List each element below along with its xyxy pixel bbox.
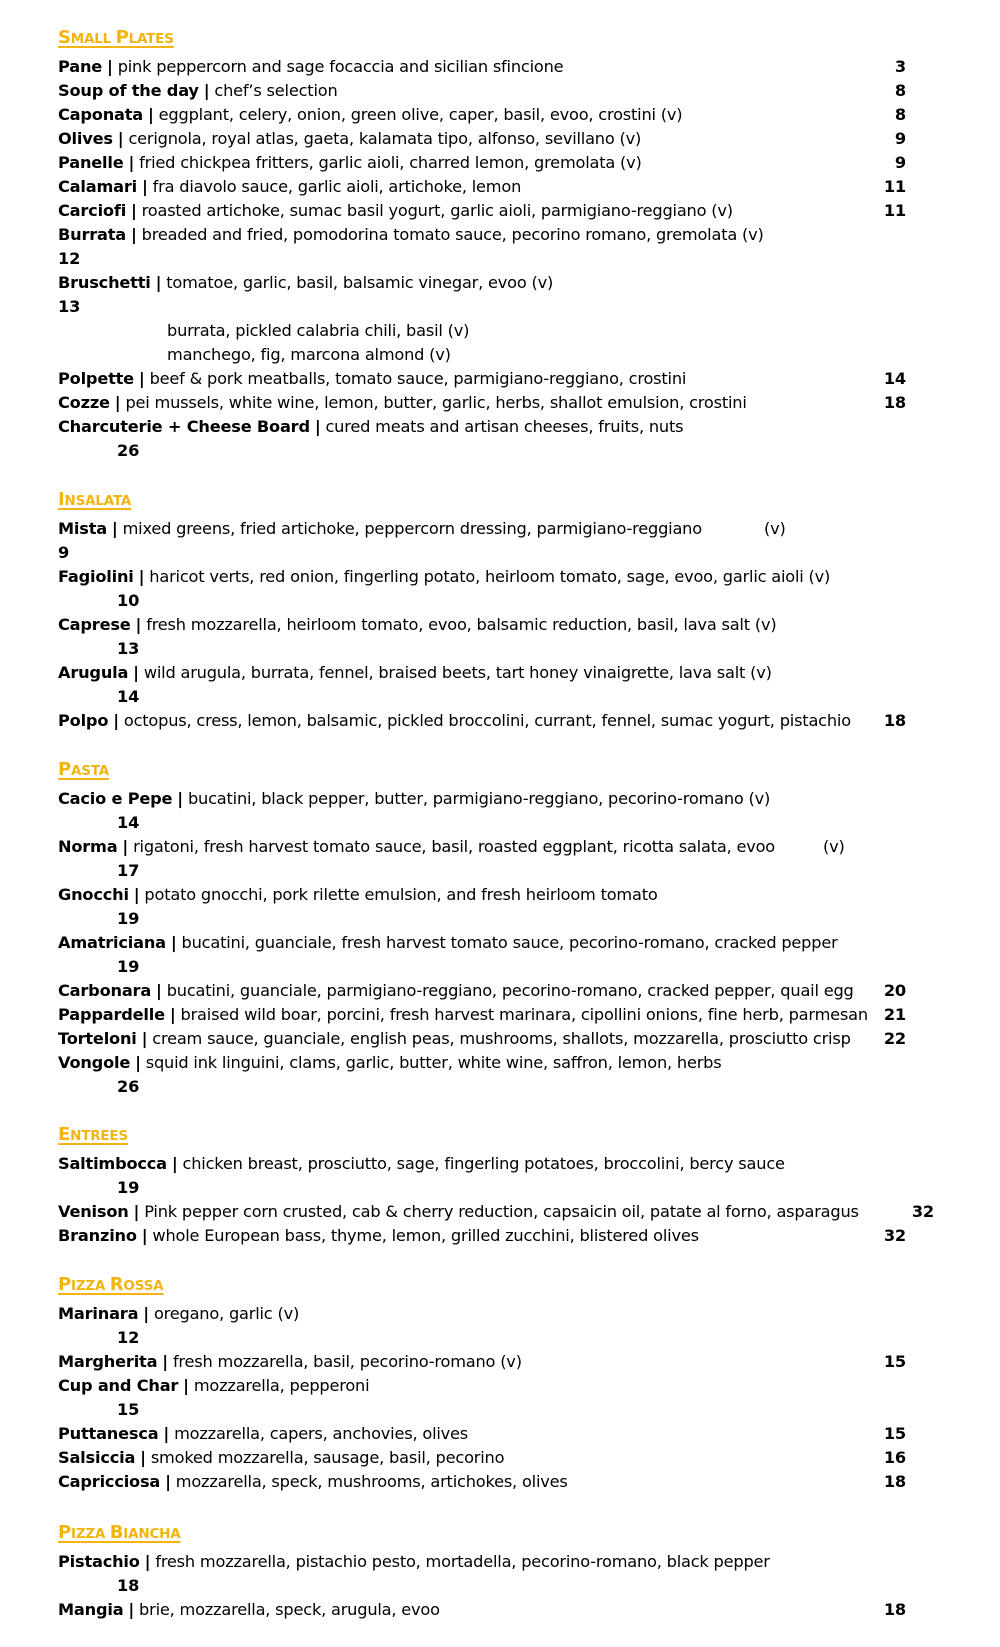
separator: | [162,1352,168,1371]
item-price: 21 [883,1005,906,1024]
section-heading [58,1521,181,1546]
item-description: bucatini, black pepper, butter, parmigiano-reggiano, pecorino-romano (v) [187,789,771,808]
item-price: 11 [883,201,906,220]
item-price: 12 [117,1328,140,1347]
item-name: Panelle [58,153,124,172]
heading-part: OSSA [123,1278,164,1294]
heading-part: NSALATA [64,493,132,509]
heading-part: B [109,1522,124,1543]
item-description: chef’s selection [214,81,338,100]
separator: | [107,57,113,76]
separator: | [314,417,321,436]
separator: | [155,273,162,292]
menu-item [58,1350,522,1374]
item-price: 9 [58,543,70,562]
separator: | [111,519,118,538]
item-name: Fagiolini [58,567,134,586]
separator: | [135,1053,141,1072]
menu-item [58,835,775,859]
separator: | [156,981,162,1000]
separator: | [128,1600,135,1619]
heading-part: IZZA [71,1526,110,1542]
item-description: bucatini, guanciale, fresh harvest tomato sauce, pecorino-romano, cracked pepper [181,933,838,952]
item-description: chicken breast, prosciutto, sage, fingerling potatoes, broccolini, bercy sauce [182,1154,785,1173]
item-price: 18 [883,1472,906,1491]
separator: | [177,789,183,808]
item-description: mozzarella, capers, anchovies, olives [174,1424,469,1443]
item-name: Bruschetti [58,273,151,292]
separator: | [113,711,119,730]
menu-item [58,565,830,589]
separator: | [130,225,137,244]
item-description: tomatoe, garlic, basil, balsamic vinegar, evoo (v) [166,273,554,292]
separator: | [138,567,145,586]
item-price: 16 [883,1448,906,1467]
heading-part: R [109,1274,124,1295]
item-name: Cacio e Pepe [58,789,173,808]
item-name: Arugula [58,663,129,682]
item-name: Caprese [58,615,131,634]
item-description: oregano, garlic (v) [153,1304,300,1323]
item-name: Pane [58,57,103,76]
item-price: 12 [58,249,81,268]
item-name: Burrata [58,225,127,244]
menu-item [58,613,776,637]
item-name: Cup and Char [58,1376,179,1395]
menu-item [58,517,702,541]
menu-item [58,1598,440,1622]
item-price: 18 [883,393,906,412]
item-price: 14 [117,687,140,706]
vegetarian-tag: (v) [823,837,845,856]
item-description: fresh mozzarella, heirloom tomato, evoo, balsamic reduction, basil, lava salt (v) [146,615,777,634]
item-description: cured meats and artisan cheeses, fruits, nuts [325,417,684,436]
item-price: 32 [911,1202,934,1221]
item-name: Norma [58,837,118,856]
item-price: 18 [883,1600,906,1619]
menu-item [58,415,683,439]
item-name: Calamari [58,177,137,196]
item-name: Capricciosa [58,1472,161,1491]
heading-part: I [58,489,65,510]
separator: | [163,1424,170,1443]
item-price: 17 [117,861,140,880]
item-price: 15 [117,1400,140,1419]
heading-part: NTREES [70,1128,128,1144]
menu-item [58,1051,722,1075]
menu-item [58,709,851,733]
menu-item [58,127,641,151]
item-price: 9 [894,153,906,172]
menu-item [58,391,747,415]
separator: | [133,885,140,904]
item-description: roasted artichoke, sumac basil yogurt, garlic aioli, parmigiano-reggiano (v) [141,201,733,220]
item-price: 3 [894,57,906,76]
item-description: haricot verts, red onion, fingerling potato, heirloom tomato, sage, evoo, garlic aioli (v) [149,567,831,586]
menu-item [58,367,686,391]
item-name: Polpette [58,369,134,388]
heading-part: P [58,1274,71,1295]
item-description: cerignola, royal atlas, gaeta, kalamata tipo, alfonso, sevillano (v) [128,129,642,148]
item-description: beef & pork meatballs, tomato sauce, parmigiano-reggiano, crostini [149,369,687,388]
menu-item [58,1302,299,1326]
heading-part: P [58,759,71,780]
bruschetti-variant: manchego, fig, marcona almond (v) [167,345,451,364]
item-description: pei mussels, white wine, lemon, butter, garlic, herbs, shallot emulsion, crostini [125,393,747,412]
separator: | [135,615,142,634]
item-name: Mista [58,519,107,538]
separator: | [133,663,139,682]
item-description: smoked mozzarella, sausage, basil, pecorino [150,1448,505,1467]
item-name: Charcuterie + Cheese Board [58,417,310,436]
separator: | [114,393,121,412]
item-name: Gnocchi [58,885,129,904]
item-description: octopus, cress, lemon, balsamic, pickled broccolini, currant, fennel, sumac yogurt, pistachio [123,711,851,730]
separator: | [138,369,145,388]
item-price: 20 [883,981,906,1000]
item-description: breaded and fried, pomodorina tomato sauce, pecorino romano, gremolata (v) [141,225,764,244]
item-price: 11 [883,177,906,196]
separator: | [183,1376,189,1395]
item-name: Amatriciana [58,933,166,952]
separator: | [133,1202,140,1221]
separator: | [140,1448,146,1467]
separator: | [141,177,148,196]
item-price: 13 [117,639,140,658]
menu-item [58,661,772,685]
section-heading [58,1123,128,1148]
separator: | [165,1472,171,1491]
item-price: 19 [117,1178,140,1197]
item-description: eggplant, celery, onion, green olive, caper, basil, evoo, crostini (v) [158,105,683,124]
item-description: fresh mozzarella, basil, pecorino-romano (v) [172,1352,522,1371]
item-name: Cozze [58,393,110,412]
item-price: 13 [58,297,81,316]
heading-part: ASTA [71,763,109,779]
item-description: pink peppercorn and sage focaccia and sicilian sfincione [117,57,564,76]
heading-part: IANCHA [123,1526,181,1542]
menu-item [58,223,764,247]
menu-item [58,1224,699,1248]
menu-item [58,151,642,175]
item-name: Carbonara [58,981,152,1000]
separator: | [144,1552,151,1571]
item-price: 14 [883,369,906,388]
item-name: Salsiccia [58,1448,136,1467]
menu-item [58,79,338,103]
heading-part: S [58,27,71,48]
item-name: Marinara [58,1304,139,1323]
menu-item [58,1027,851,1051]
menu-item [58,1152,785,1176]
separator: | [203,81,210,100]
separator: | [128,153,135,172]
item-price: 19 [117,957,140,976]
item-name: Pistachio [58,1552,140,1571]
item-description: squid ink linguini, clams, garlic, butter, white wine, saffron, lemon, herbs [145,1053,722,1072]
item-name: Venison [58,1202,129,1221]
heading-part: E [58,1124,71,1145]
item-price: 26 [117,1077,140,1096]
item-price: 10 [117,591,140,610]
item-price: 18 [883,711,906,730]
item-price: 15 [883,1352,906,1371]
menu-item [58,271,553,295]
menu-item [58,883,658,907]
heading-part: P [58,1522,71,1543]
separator: | [171,1154,178,1173]
item-name: Saltimbocca [58,1154,167,1173]
item-name: Torteloni [58,1029,137,1048]
item-name: Puttanesca [58,1424,159,1443]
heading-part: IZZA [71,1278,110,1294]
heading-part: MALL [70,31,116,47]
item-name: Soup of the day [58,81,199,100]
menu-item [58,1470,568,1494]
section-heading [58,758,109,783]
menu-item [58,1003,868,1027]
item-name: Margherita [58,1352,158,1371]
item-description: rigatoni, fresh harvest tomato sauce, basil, roasted eggplant, ricotta salata, evoo [133,837,776,856]
item-description: bucatini, guanciale, parmigiano-reggiano, pecorino-romano, cracked pepper, quail egg [166,981,854,1000]
menu-item [58,199,733,223]
separator: | [131,201,137,220]
bruschetti-variant: burrata, pickled calabria chili, basil (v) [167,321,470,340]
separator: | [143,1304,149,1323]
section-heading [58,26,174,51]
item-name: Vongole [58,1053,131,1072]
section-heading [58,488,131,513]
separator: | [147,105,154,124]
menu-item [58,1200,859,1224]
menu-item [58,103,682,127]
item-description: mozzarella, speck, mushrooms, artichokes, olives [175,1472,568,1491]
menu-item [58,979,854,1003]
section-heading [58,1273,163,1298]
item-price: 19 [117,909,140,928]
menu-item [58,1422,468,1446]
item-price: 26 [117,441,140,460]
item-name: Polpo [58,711,109,730]
item-price: 8 [894,81,906,100]
item-price: 15 [883,1424,906,1443]
menu-item [58,787,770,811]
item-price: 14 [117,813,140,832]
item-description: mixed greens, fried artichoke, peppercorn dressing, parmigiano-reggiano [122,519,702,538]
item-description: whole European bass, thyme, lemon, grilled zucchini, blistered olives [152,1226,699,1245]
item-description: braised wild boar, porcini, fresh harvest marinara, cipollini onions, fine herb, parmesan [180,1005,868,1024]
item-name: Branzino [58,1226,137,1245]
separator: | [169,1005,176,1024]
item-description: cream sauce, guanciale, english peas, mushrooms, shallots, mozzarella, prosciutto crisp [152,1029,851,1048]
item-price: 22 [883,1029,906,1048]
item-description: fried chickpea fritters, garlic aioli, charred lemon, gremolata (v) [139,153,642,172]
item-description: brie, mozzarella, speck, arugula, evoo [139,1600,440,1619]
separator: | [170,933,177,952]
menu-item [58,931,838,955]
item-name: Olives [58,129,113,148]
item-name: Caponata [58,105,144,124]
menu-item [58,175,521,199]
item-price: 8 [894,105,906,124]
item-description: mozzarella, pepperoni [193,1376,370,1395]
item-description: Pink pepper corn crusted, cab & cherry reduction, capsaicin oil, patate al forno, asparagus [144,1202,859,1221]
heading-part: P [115,27,129,48]
menu-item [58,1550,770,1574]
menu-item [58,1374,369,1398]
separator: | [141,1029,148,1048]
menu-item [58,1446,504,1470]
item-price: 18 [117,1576,140,1595]
menu-item [58,55,563,79]
item-description: fresh mozzarella, pistachio pesto, mortadella, pecorino-romano, black pepper [155,1552,770,1571]
item-description: wild arugula, burrata, fennel, braised beets, tart honey vinaigrette, lava salt (v) [143,663,772,682]
separator: | [141,1226,148,1245]
vegetarian-tag: (v) [764,519,786,538]
item-description: fra diavolo sauce, garlic aioli, artichoke, lemon [152,177,522,196]
heading-part: LATES [128,31,174,47]
separator: | [122,837,129,856]
item-name: Mangia [58,1600,124,1619]
item-description: potato gnocchi, pork rilette emulsion, and fresh heirloom tomato [144,885,658,904]
item-name: Pappardelle [58,1005,165,1024]
separator: | [117,129,124,148]
item-name: Carciofi [58,201,127,220]
item-price: 32 [883,1226,906,1245]
item-price: 9 [894,129,906,148]
